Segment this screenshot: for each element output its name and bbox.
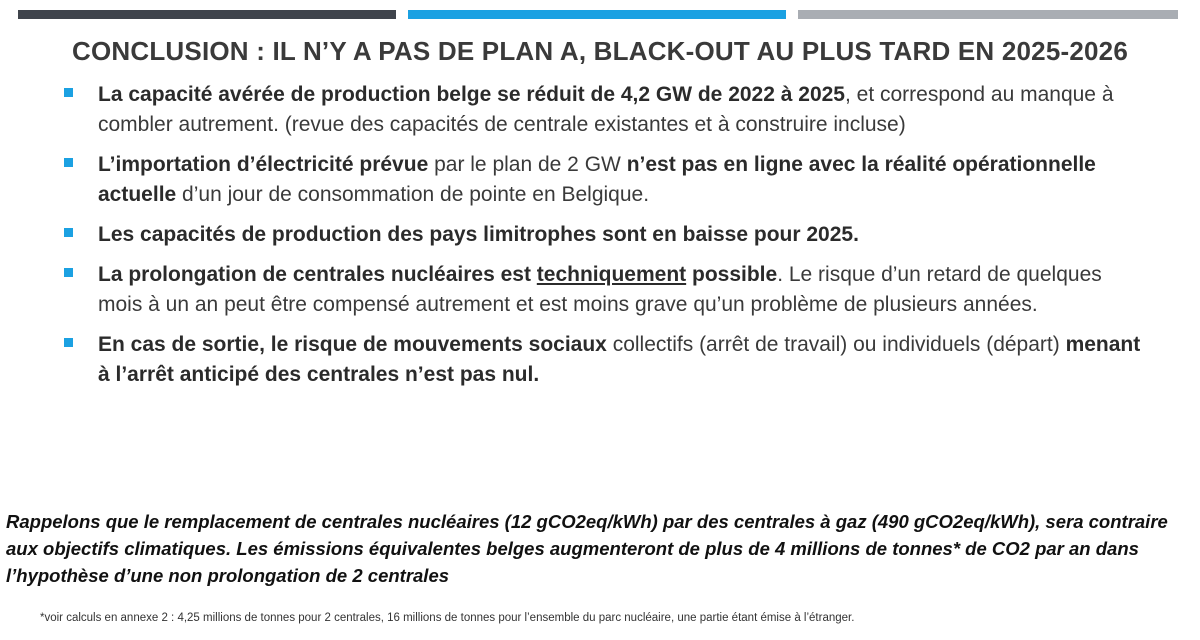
- header-bar-blue: [408, 10, 786, 19]
- square-bullet-icon: [64, 228, 73, 237]
- bullet-bold-text: En cas de sortie, le risque de mouvements sociaux: [98, 333, 607, 356]
- bullet-list: [64, 80, 1144, 390]
- bullet-text: , et correspond au manque à combler autrement. (revue des capacités de centrale existantes et à construire incluse): [98, 83, 1114, 136]
- bullet-bold-text: menant à l’arrêt anticipé des centrales n’est pas nul.: [98, 333, 1141, 386]
- bullet-bold-text: Les capacités de production des pays limitrophes sont en baisse pour 2025.: [98, 223, 859, 246]
- bullet-text: par le plan de 2 GW: [428, 153, 627, 176]
- bullet-text: d’un jour de consommation de pointe en Belgique.: [176, 183, 650, 206]
- bullet-item: [64, 80, 1144, 140]
- bullet-bold-text: La capacité avérée de production belge se réduit de 4,2 GW de 2022 à 2025: [98, 83, 845, 106]
- bullet-bold-text: La prolongation de centrales nucléaires est: [98, 263, 537, 286]
- header-bar-gray: [798, 10, 1178, 19]
- header-decoration-bars: [18, 10, 1178, 19]
- bullet-item: [64, 260, 1144, 320]
- bullet-underlined-text: techniquement: [536, 263, 687, 286]
- bullet-bold-text: n’est pas en ligne avec la réalité opérationnelle actuelle: [98, 153, 1096, 206]
- square-bullet-icon: [64, 88, 73, 97]
- square-bullet-icon: [64, 268, 73, 277]
- climate-note: Rappelons que le remplacement de centrales nucléaires (12 gCO2eq/kWh) par des centrales à gaz (490 gCO2eq/kWh), sera contraire aux objectifs climatiques. Les émissions équivalentes belges augmenteront de plus de 4 millions de tonnes* de CO2 par an dans l’hypothèse d’une non prolongation de 2 centrales: [6, 511, 1168, 586]
- header-bar-dark: [18, 10, 396, 19]
- slide-title: CONCLUSION : IL N’Y A PAS DE PLAN A, BLACK-OUT AU PLUS TARD EN 2025-2026: [72, 36, 1128, 66]
- square-bullet-icon: [64, 338, 73, 347]
- square-bullet-icon: [64, 158, 73, 167]
- bullet-text: . Le risque d’un retard de quelques mois à un an peut être compensé autrement et est moins grave qu’un problème de plusieurs années.: [98, 263, 1102, 316]
- bullet-bold-text: possible: [686, 263, 778, 286]
- bullet-bold-text: L’importation d’électricité prévue: [98, 153, 429, 176]
- bullet-item: [64, 150, 1144, 210]
- footnote: *voir calculs en annexe 2 : 4,25 millions de tonnes pour 2 centrales, 16 millions de tonnes pour l’ensemble du parc nucléaire, une partie étant émise à l’étranger.: [40, 612, 855, 624]
- bullet-item: [64, 220, 1144, 250]
- bullet-item: [64, 330, 1144, 390]
- bullet-text: collectifs (arrêt de travail) ou individuels (départ): [606, 333, 1066, 356]
